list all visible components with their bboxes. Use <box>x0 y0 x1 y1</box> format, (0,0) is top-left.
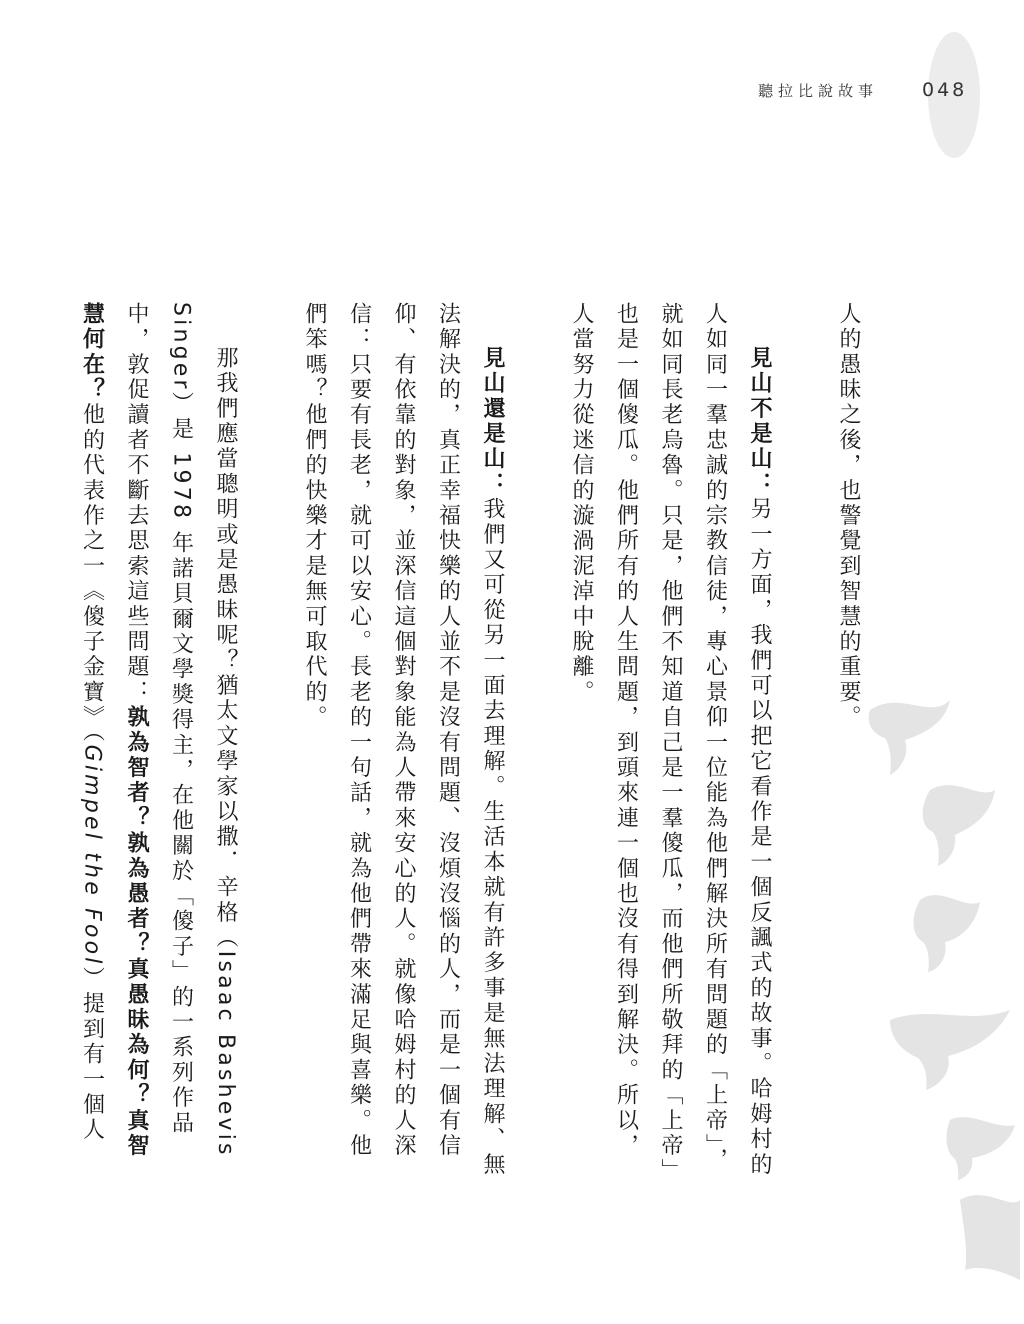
paragraph-4-text-c: ）提到有一個人 <box>79 966 105 1144</box>
paragraph-1-text: 人的愚昧之後，也警覺到智慧的重要。 <box>836 302 861 731</box>
body-text <box>79 302 870 1182</box>
bird-4 <box>890 1010 1010 1090</box>
paragraph-2-text: 另一方面，我們可以把它看作是一個反諷式的故事。哈姆村的人如同一羣忠誠的宗教信徒，專心景仰一位能為他們解決所有問題的「上帝」，就如同長老烏魯。只是，他們不知道自己是一羣傻瓜，而他們所敬拜的「上帝」也是一個傻瓜。他們所有的人生問題，到頭來連一個也沒有得到解決。所以，人當努力從迷信的漩渦泥淖中脫離。 <box>569 302 772 1178</box>
bird-6 <box>960 1195 1020 1280</box>
flying-birds-decoration <box>860 680 1020 1320</box>
paragraph-2 <box>559 302 782 1182</box>
paragraph-4-text-b: 他的代表作之一《傻子金寶》（ <box>79 402 105 745</box>
bird-3 <box>914 895 980 972</box>
paragraph-4 <box>69 302 247 1182</box>
bird-1 <box>869 700 950 775</box>
running-title: 聽拉比說故事 <box>758 82 879 100</box>
paragraph-4-questions: 孰為智者？孰為愚者？真愚昧為何？真智慧何在？ <box>79 302 149 1159</box>
bird-2 <box>923 785 995 866</box>
paragraph-4-text-a: 那我們應當聰明或是愚昧呢？猶太文學家以撒．辛格（Isaac Bashevis Singer）是 1978 年諾貝爾文學獎得主，在他關於「傻子」的一系列作品中，敦促讀者不斷去思索這些問題： <box>124 302 238 1158</box>
paragraph-4-book-title: Gimpel the Fool <box>79 744 105 967</box>
paragraph-3-lead: 見山還是山： <box>480 346 505 498</box>
paragraph-2-lead: 見山不是山： <box>747 346 772 498</box>
paragraph-3-text: 我們又可從另一面去理解。生活本就有許多事是無法理解、無法解決的，真正幸福快樂的人並不是沒有問題、沒煩沒惱的人，而是一個有信仰、有依靠的對象，並深信這個對象能為人帶來安心的人。就像哈姆村的人深信：只要有長老，就可以安心。長老的一句話，就為他們帶來滿足與喜樂。他們笨嗎？他們的快樂才是無可取代的。 <box>302 302 505 1178</box>
bird-5 <box>947 1117 1015 1180</box>
paragraph-3 <box>292 302 515 1182</box>
page-number: 048 <box>922 79 968 101</box>
